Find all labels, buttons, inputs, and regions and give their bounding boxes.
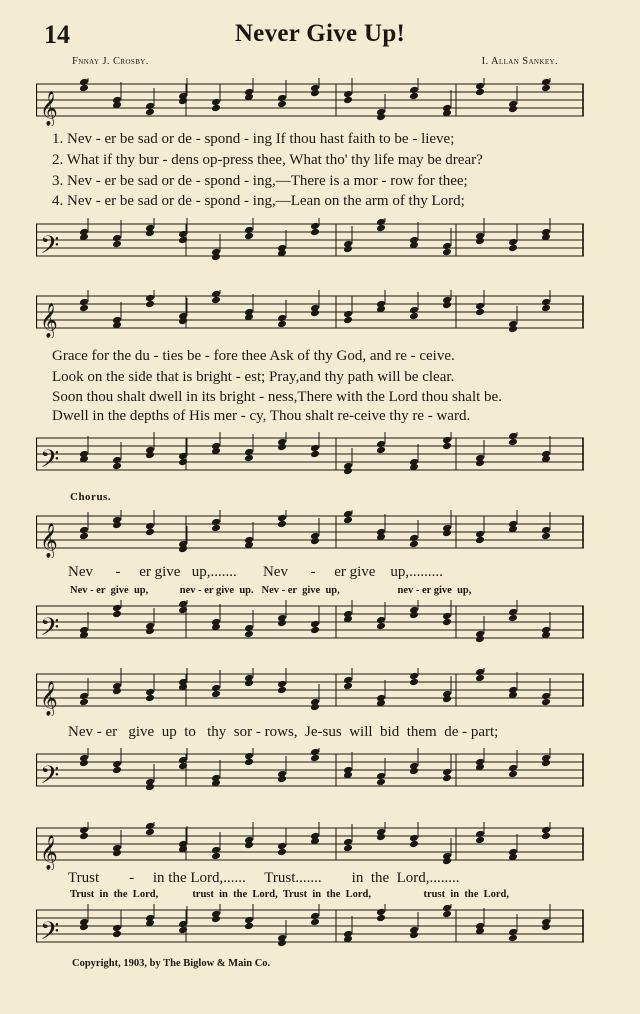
svg-text:𝄢: 𝄢: [40, 445, 60, 480]
svg-text:𝄞: 𝄞: [40, 303, 58, 338]
treble-staff-system-5: [36, 822, 584, 870]
chorus-label: Chorus.: [70, 491, 112, 503]
verse-4-line-1: 4. Nev - er be sad or de - spond - ing,—Lean on the arm of thy Lord;: [52, 193, 465, 209]
verse-1-line-2: Grace for the du - ties be - fore thee Ask of thy God, and re - ceive.: [52, 348, 455, 364]
staff-lines: [36, 78, 584, 126]
svg-text:𝄞: 𝄞: [40, 523, 58, 558]
bass-staff-system-4: [36, 748, 584, 796]
bass-staff-system-5: [36, 904, 584, 952]
staff-lines: [36, 510, 584, 558]
staff-lines: [36, 822, 584, 870]
page-number: 14: [44, 20, 70, 49]
verse-3-line-2: Soon thou shalt dwell in its bright - ness,There with the Lord thou shalt be.: [52, 389, 502, 405]
chorus-line-1-bass: Nev - er give up, nev - er give up. Nev - er give up, nev - er give up,: [70, 585, 472, 596]
chorus-line-2: Nev - er give up to thy sor - rows, Je-sus will bid them de - part;: [68, 724, 499, 740]
staff-lines: [36, 668, 584, 716]
staff-lines: [36, 432, 584, 480]
bass-staff-system-2: [36, 432, 584, 480]
svg-text:𝄞: 𝄞: [40, 91, 58, 126]
verse-2-line-2: Look on the side that is bright - est; Pray,and thy path will be clear.: [52, 369, 455, 385]
lyricist-credit: Fnnay J. Crosby.: [72, 56, 149, 67]
composer-credit: I. Allan Sankey.: [481, 56, 558, 67]
treble-staff-system-2: [36, 290, 584, 338]
bass-staff-system-3: [36, 600, 584, 648]
svg-text:𝄢: 𝄢: [40, 231, 60, 266]
svg-text:𝄞: 𝄞: [40, 835, 58, 870]
verse-3-line-1: 3. Nev - er be sad or de - spond - ing,—There is a mor - row for thee;: [52, 173, 468, 189]
bass-staff-system-1: [36, 218, 584, 266]
chorus-line-1: Nev - er give up,....... Nev - er give up,.........: [68, 564, 443, 580]
staff-lines: [36, 600, 584, 648]
svg-text:𝄞: 𝄞: [40, 681, 58, 716]
treble-staff-system-1: [36, 78, 584, 126]
chorus-line-3: Trust - in the Lord,...... Trust....... in the Lord,........: [68, 870, 460, 886]
staff-lines: [36, 748, 584, 796]
verse-4-line-2: Dwell in the depths of His mer - cy, Thou shalt re-ceive thy re - ward.: [52, 408, 471, 424]
chorus-line-3-bass: Trust in the Lord, trust in the Lord, Trust in the Lord, trust in the Lord,: [70, 889, 509, 900]
staff-lines: [36, 290, 584, 338]
copyright-notice: Copyright, 1903, by The Biglow & Main Co.: [72, 958, 271, 969]
treble-staff-system-3: [36, 510, 584, 558]
svg-text:𝄢: 𝄢: [40, 613, 60, 648]
svg-text:𝄢: 𝄢: [40, 917, 60, 952]
treble-staff-system-4: [36, 668, 584, 716]
staff-lines: [36, 218, 584, 266]
staff-lines: [36, 904, 584, 952]
svg-text:𝄢: 𝄢: [40, 761, 60, 796]
verse-1-line-1: 1. Nev - er be sad or de - spond - ing If thou hast faith to be - lieve;: [52, 131, 455, 147]
hymn-title: Never Give Up!: [234, 20, 406, 47]
verse-2-line-1: 2. What if thy bur - dens op-press thee, What tho' thy life may be drear?: [52, 152, 483, 168]
